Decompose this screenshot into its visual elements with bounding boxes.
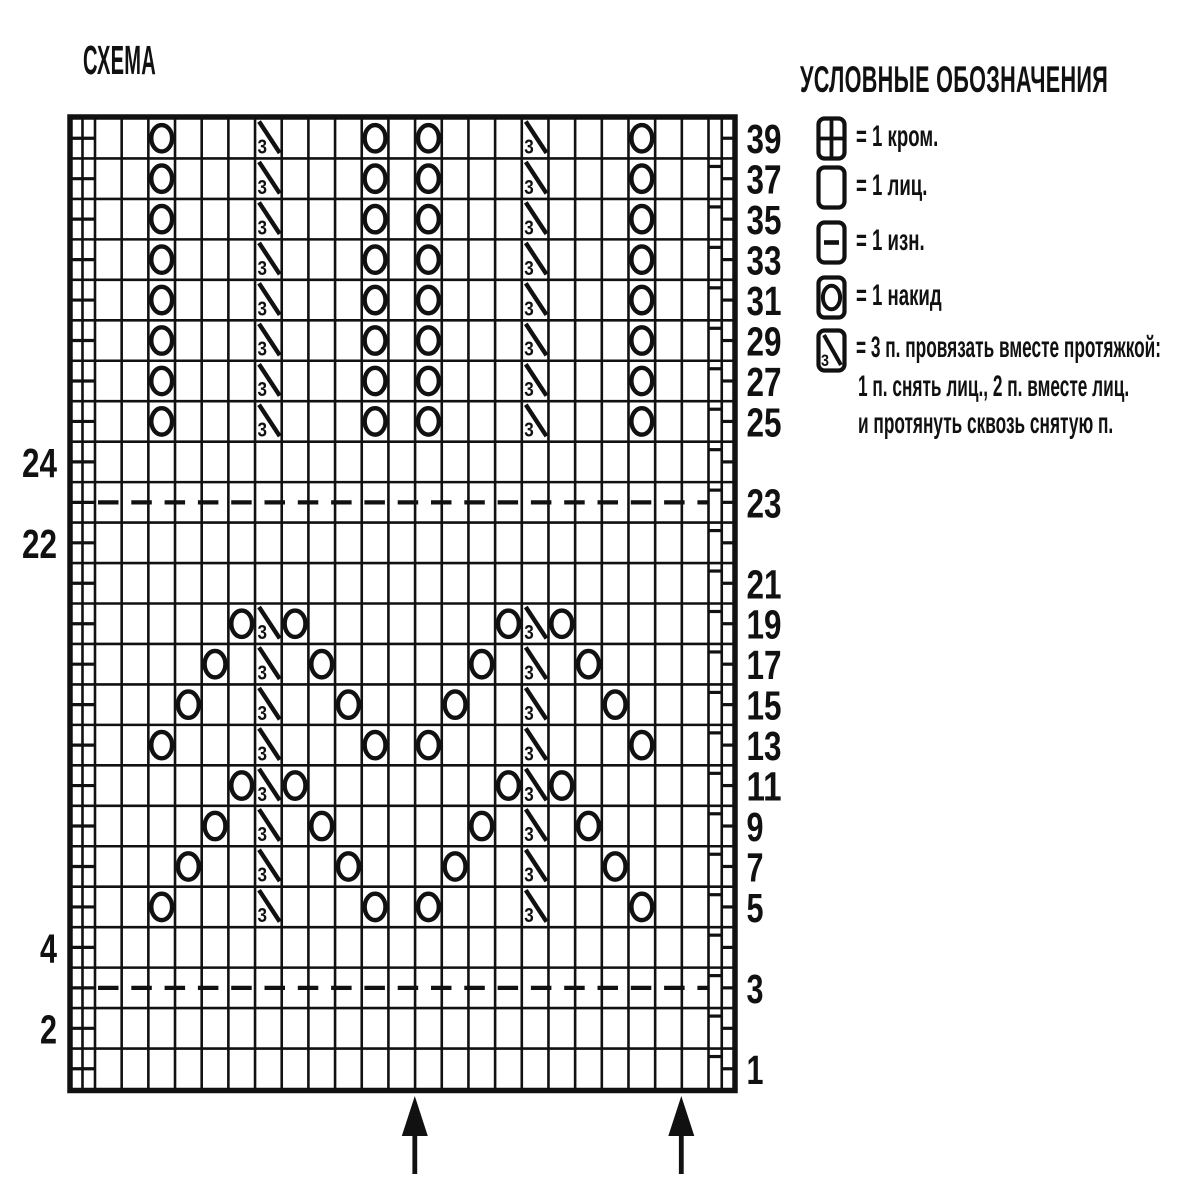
yarn-over-symbol — [551, 772, 572, 798]
yarn-over-symbol-icon — [816, 275, 847, 320]
yarn-over-symbol — [418, 125, 439, 151]
row-number-label: 5 — [746, 884, 764, 931]
sk2p-symbol — [258, 728, 280, 765]
chart-row-29 — [71, 319, 782, 365]
sk2p-symbol — [258, 283, 280, 320]
sk2p-digit: 3 — [257, 824, 268, 847]
repeat-arrow — [402, 1096, 428, 1174]
sk2p-symbol — [258, 850, 280, 887]
row-number-label: 19 — [746, 601, 782, 648]
yarn-over-symbol — [151, 125, 172, 151]
sk2p-symbol — [524, 243, 546, 280]
sk2p-digit: 3 — [257, 905, 268, 928]
yarn-over-symbol — [338, 853, 359, 879]
yarn-over-symbol — [365, 368, 386, 394]
repeat-arrows — [402, 1096, 695, 1174]
row-number-label: 24 — [22, 439, 58, 486]
sk2p-digit: 3 — [257, 379, 268, 402]
yarn-over-symbol — [631, 246, 652, 272]
row-number-label: 39 — [746, 116, 782, 163]
knit-symbol-icon — [816, 165, 847, 210]
yarn-over-symbol — [365, 125, 386, 151]
yarn-over-symbol — [418, 287, 439, 313]
sk2p-symbol — [258, 122, 280, 159]
yarn-over-symbol — [631, 287, 652, 313]
row-number-label: 35 — [746, 197, 782, 244]
yarn-over-symbol — [471, 813, 492, 839]
chart-row-19 — [71, 602, 782, 648]
yarn-over-symbol — [418, 327, 439, 353]
row-number-label: 15 — [746, 682, 782, 729]
yarn-over-symbol — [498, 772, 519, 798]
sk2p-digit: 3 — [524, 702, 534, 725]
chart-row-35 — [71, 197, 782, 243]
chart-row-39 — [71, 116, 782, 162]
yarn-over-symbol — [151, 408, 172, 434]
sk2p-symbol — [258, 647, 280, 684]
chart-row-4 — [40, 925, 734, 971]
yarn-over-symbol — [205, 813, 226, 839]
sk2p-symbol — [258, 324, 280, 361]
legend-item-sk2p-line2: 1 п. снять лиц., 2 п. вместе лиц. — [858, 370, 1130, 403]
sk2p-digit: 3 — [524, 864, 534, 887]
sk2p-symbol — [524, 850, 546, 887]
yarn-over-symbol — [631, 368, 652, 394]
sk2p-symbol — [524, 769, 546, 806]
row-number-label: 13 — [746, 723, 782, 770]
sk2p-digit: 3 — [257, 662, 268, 685]
sk2p-symbol — [258, 405, 280, 442]
sk2p-symbol — [258, 162, 280, 199]
yarn-over-symbol — [151, 732, 172, 758]
sk2p-digit: 3 — [524, 905, 534, 928]
yarn-over-symbol — [151, 165, 172, 191]
sk2p-symbol — [524, 809, 546, 846]
chart-row-31 — [71, 278, 782, 324]
sk2p-symbol — [524, 890, 546, 927]
sk2p-digit: 3 — [257, 419, 268, 442]
sk2p-digit: 3 — [524, 379, 534, 402]
yarn-over-symbol — [605, 853, 626, 879]
row-number-label: 3 — [746, 965, 764, 1012]
sk2p-digit: 3 — [524, 338, 534, 361]
yarn-over-symbol — [285, 611, 306, 637]
sk2p-digit: 3 — [524, 298, 534, 321]
sk2p-digit: 3 — [524, 662, 534, 685]
repeat-arrow — [668, 1096, 694, 1174]
yarn-over-symbol — [365, 246, 386, 272]
sk2p-digit: 3 — [257, 338, 268, 361]
sk2p-symbol — [258, 202, 280, 239]
chart-row-2 — [40, 1006, 734, 1052]
sk2p-digit: 3 — [524, 176, 534, 199]
sk2p-digit: 3 — [524, 217, 534, 240]
chart-row-27 — [71, 359, 782, 405]
yarn-over-symbol — [631, 408, 652, 434]
yarn-over-symbol — [418, 206, 439, 232]
row-number-label: 1 — [746, 1046, 764, 1093]
row-number-label: 9 — [746, 804, 764, 851]
row-number-label: 17 — [746, 642, 782, 689]
sk2p-digit: 3 — [257, 621, 268, 644]
row-number-label: 23 — [746, 480, 782, 527]
yarn-over-symbol — [578, 813, 599, 839]
legend-item-knit-label: = 1 лиц. — [856, 169, 928, 202]
sk2p-symbol — [258, 688, 280, 725]
chart-row-37 — [71, 157, 782, 203]
yarn-over-symbol — [311, 813, 332, 839]
yarn-over-symbol — [151, 894, 172, 920]
sk2p-digit: 3 — [257, 176, 268, 199]
row-number-label: 4 — [40, 925, 58, 972]
row-number-label: 33 — [746, 237, 782, 284]
sk2p-symbol-icon — [816, 328, 847, 373]
chart-row-21 — [71, 561, 782, 607]
sk2p-symbol — [524, 162, 546, 199]
yarn-over-symbol — [471, 651, 492, 677]
svg-text:3: 3 — [821, 351, 829, 370]
yarn-over-symbol — [605, 691, 626, 717]
row-number-label: 2 — [40, 1006, 57, 1053]
yarn-over-symbol — [498, 611, 519, 637]
sk2p-digit: 3 — [257, 298, 268, 321]
yarn-over-symbol — [151, 327, 172, 353]
sk2p-digit: 3 — [257, 702, 268, 725]
row-number-label: 37 — [746, 156, 782, 203]
yarn-over-symbol — [365, 894, 386, 920]
yarn-over-symbol — [445, 853, 466, 879]
legend-item-yo-label: = 1 накид — [856, 279, 942, 312]
arrow-shaft — [412, 1126, 417, 1174]
row-number-label: 31 — [746, 278, 782, 325]
sk2p-digit: 3 — [524, 419, 534, 442]
yarn-over-symbol — [311, 651, 332, 677]
arrow-shaft — [679, 1126, 684, 1174]
sk2p-digit: 3 — [257, 864, 268, 887]
yarn-over-symbol — [631, 327, 652, 353]
yarn-over-symbol — [205, 651, 226, 677]
yarn-over-symbol — [578, 651, 599, 677]
row-number-label: 21 — [746, 561, 782, 608]
chart-row-13 — [71, 723, 782, 769]
sk2p-symbol — [524, 122, 546, 159]
legend-item-sk2p-label: = 3 п. провязать вместе протяжкой: — [856, 331, 1162, 364]
yarn-over-symbol — [365, 327, 386, 353]
chart-row-17 — [71, 642, 782, 688]
sk2p-digit: 3 — [257, 217, 268, 240]
sk2p-symbol — [258, 809, 280, 846]
purl-symbol-icon — [816, 220, 847, 265]
sk2p-symbol — [258, 243, 280, 280]
yarn-over-symbol — [418, 368, 439, 394]
yarn-over-symbol — [631, 732, 652, 758]
yarn-over-symbol — [231, 772, 252, 798]
row-number-label: 22 — [22, 520, 57, 567]
sk2p-digit: 3 — [257, 783, 268, 806]
yarn-over-symbol — [445, 691, 466, 717]
row-number-label: 11 — [746, 763, 782, 810]
sk2p-digit: 3 — [524, 621, 534, 644]
chart-row-33 — [71, 238, 782, 284]
yarn-over-symbol — [338, 691, 359, 717]
sk2p-symbol — [258, 607, 280, 644]
yarn-over-symbol — [151, 206, 172, 232]
sk2p-digit: 3 — [524, 824, 534, 847]
legend-item-sk2p-line3: и протянуть сквозь снятую п. — [858, 407, 1114, 440]
yarn-over-symbol — [418, 894, 439, 920]
sk2p-symbol — [258, 890, 280, 927]
sk2p-symbol — [524, 405, 546, 442]
sk2p-symbol — [524, 607, 546, 644]
yarn-over-symbol — [178, 691, 199, 717]
sk2p-digit: 3 — [524, 743, 534, 766]
chart-row-15 — [71, 683, 782, 729]
yarn-over-symbol — [365, 165, 386, 191]
sk2p-digit: 3 — [257, 257, 268, 280]
legend-title: УСЛОВНЫЕ ОБОЗНАЧЕНИЯ — [800, 59, 1109, 100]
yarn-over-symbol — [151, 287, 172, 313]
sk2p-symbol — [524, 283, 546, 320]
sk2p-symbol — [524, 324, 546, 361]
row-number-label: 29 — [746, 318, 782, 365]
yarn-over-symbol — [418, 165, 439, 191]
yarn-over-symbol — [365, 287, 386, 313]
yarn-over-symbol — [365, 206, 386, 232]
yarn-over-symbol — [631, 125, 652, 151]
row-number-label: 25 — [746, 399, 782, 446]
sk2p-symbol — [524, 688, 546, 725]
sk2p-symbol — [524, 647, 546, 684]
yarn-over-symbol — [551, 611, 572, 637]
yarn-over-symbol — [631, 894, 652, 920]
chart-row-23 — [71, 480, 782, 526]
yarn-over-symbol — [151, 246, 172, 272]
yarn-over-symbol — [365, 408, 386, 434]
sk2p-symbol — [524, 202, 546, 239]
yarn-over-symbol — [418, 408, 439, 434]
yarn-over-symbol — [178, 853, 199, 879]
sk2p-symbol — [524, 364, 546, 401]
sk2p-digit: 3 — [257, 743, 268, 766]
sk2p-digit: 3 — [524, 136, 534, 159]
sk2p-symbol — [258, 769, 280, 806]
yarn-over-symbol — [285, 772, 306, 798]
yarn-over-symbol — [151, 368, 172, 394]
yarn-over-symbol — [418, 246, 439, 272]
row-number-label: 27 — [746, 358, 782, 405]
chart-row-11 — [71, 764, 782, 810]
yarn-over-symbol — [631, 206, 652, 232]
legend-item-purl-label: = 1 изн. — [856, 224, 925, 257]
chart-row-25 — [71, 399, 782, 445]
sk2p-digit: 3 — [524, 257, 534, 280]
sk2p-symbol — [524, 728, 546, 765]
yarn-over-symbol — [365, 732, 386, 758]
page-title: СХЕМА — [83, 37, 157, 83]
sk2p-digit: 3 — [257, 136, 268, 159]
yarn-over-symbol — [231, 611, 252, 637]
sk2p-digit: 3 — [524, 783, 534, 806]
krom-symbol-icon — [816, 116, 847, 161]
sk2p-symbol — [258, 364, 280, 401]
legend-item-krom-label: = 1 кром. — [856, 120, 939, 153]
yarn-over-symbol — [631, 165, 652, 191]
row-number-label: 7 — [746, 844, 764, 891]
yarn-over-symbol — [418, 732, 439, 758]
